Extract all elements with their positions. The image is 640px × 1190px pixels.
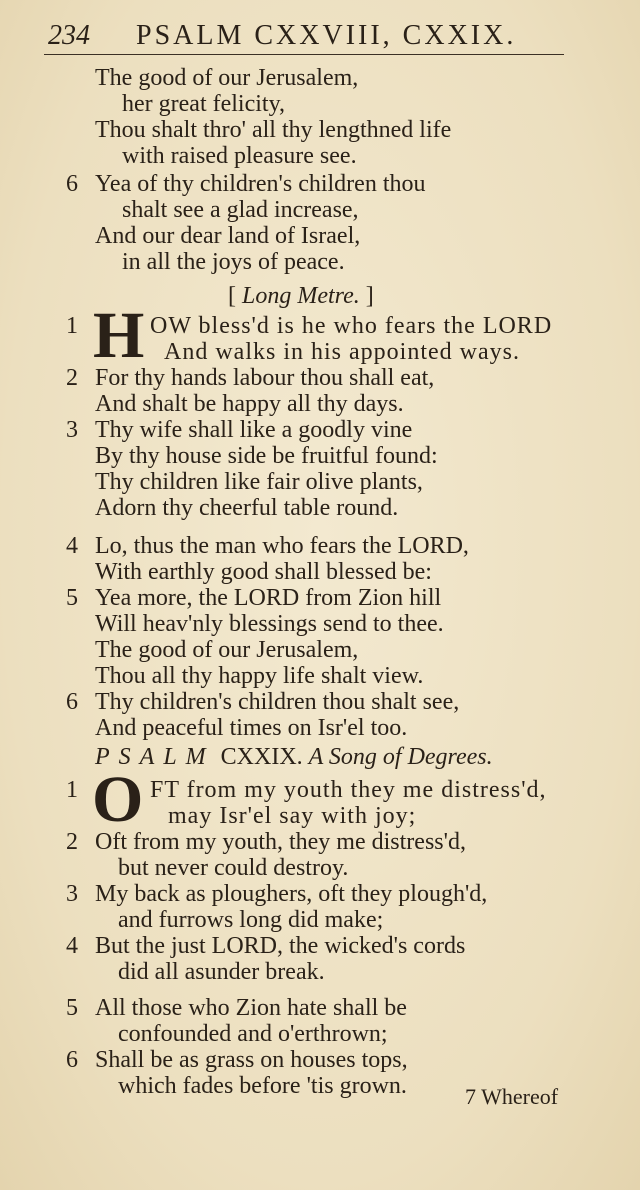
verse-line: Yea of thy children's children thou — [95, 171, 426, 197]
verse-line: The good of our Jerusalem, — [95, 637, 359, 663]
verse-line: Thy children's children thou shalt see, — [95, 689, 460, 715]
verse-line: My back as ploughers, oft they plough'd, — [95, 881, 488, 907]
verse-number: 5 — [66, 585, 78, 611]
psalm-title-word: PSALM — [95, 744, 215, 770]
verse-line: shalt see a glad increase, — [122, 197, 359, 223]
page-header — [44, 14, 564, 55]
running-head: PSALM CXXVIII, CXXIX. — [136, 20, 517, 51]
verse-line: Thou all thy happy life shalt view. — [95, 663, 424, 689]
verse-line: but never could destroy. — [118, 855, 349, 881]
verse-number: 1 — [66, 777, 78, 803]
verse-number: 2 — [66, 365, 78, 391]
verse-line: Oft from my youth, they me distress'd, — [95, 829, 466, 855]
verse-line: may Isr'el say with joy; — [168, 803, 417, 829]
verse-line: The good of our Jerusalem, — [95, 65, 359, 91]
verse-line: And shalt be happy all thy days. — [95, 391, 404, 417]
psalm-subtitle: A Song of Degrees. — [308, 744, 493, 770]
verse-number: 1 — [66, 313, 78, 339]
verse-line: All those who Zion hate shall be — [95, 995, 407, 1021]
verse-number: 6 — [66, 1047, 78, 1073]
verse-line: in all the joys of peace. — [122, 249, 345, 275]
verse-line: Thy children like fair olive plants, — [95, 469, 423, 495]
verse-number: 2 — [66, 829, 78, 855]
verse-line: And peaceful times on Isr'el too. — [95, 715, 408, 741]
verse-line: FT from my youth they me distress'd, — [150, 777, 547, 803]
verse-line: By thy house side be fruitful found: — [95, 443, 438, 469]
metre-title: Long Metre. — [242, 283, 360, 309]
section-heading-long-metre: [ Long Metre. ] — [228, 283, 374, 309]
verse-line: did all asunder break. — [118, 959, 325, 985]
verse-line: And our dear land of Israel, — [95, 223, 361, 249]
verse-line: confounded and o'erthrown; — [118, 1021, 388, 1047]
verse-number: 3 — [66, 881, 78, 907]
verse-number: 4 — [66, 533, 78, 559]
verse-line: Lo, thus the man who fears the LORD, — [95, 533, 469, 559]
verse-number: 5 — [66, 995, 78, 1021]
verse-line: Thou shalt thro' all thy lengthned life — [95, 117, 452, 143]
psalm-title-number: CXXIX. — [220, 744, 303, 770]
verse-line: And walks in his appointed ways. — [164, 339, 520, 365]
drop-cap: O — [92, 763, 144, 836]
page-number: 234 — [48, 20, 90, 51]
psalm-title — [95, 744, 595, 771]
drop-cap: H — [93, 299, 145, 372]
verse-number: 6 — [66, 171, 78, 197]
verse-line: with raised pleasure see. — [122, 143, 357, 169]
verse-line: With earthly good shall blessed be: — [95, 559, 432, 585]
verse-line: Adorn thy cheerful table round. — [95, 495, 399, 521]
verse-line: But the just LORD, the wicked's cords — [95, 933, 466, 959]
verse-line: Will heav'nly blessings send to thee. — [95, 611, 444, 637]
verse-line: For thy hands labour thou shall eat, — [95, 365, 435, 391]
verse-line: Yea more, the LORD from Zion hill — [95, 585, 442, 611]
verse-line: and furrows long did make; — [118, 907, 384, 933]
verse-line: OW bless'd is he who fears the LORD — [150, 313, 553, 339]
verse-line: her great felicity, — [122, 91, 286, 117]
verse-line: which fades before 'tis grown. — [118, 1073, 407, 1099]
verse-number: 4 — [66, 933, 78, 959]
catchword: 7 Whereof — [465, 1084, 559, 1109]
verse-line: Thy wife shall like a goodly vine — [95, 417, 413, 443]
verse-number: 6 — [66, 689, 78, 715]
verse-number: 3 — [66, 417, 78, 443]
verse-line: Shall be as grass on houses tops, — [95, 1047, 408, 1073]
